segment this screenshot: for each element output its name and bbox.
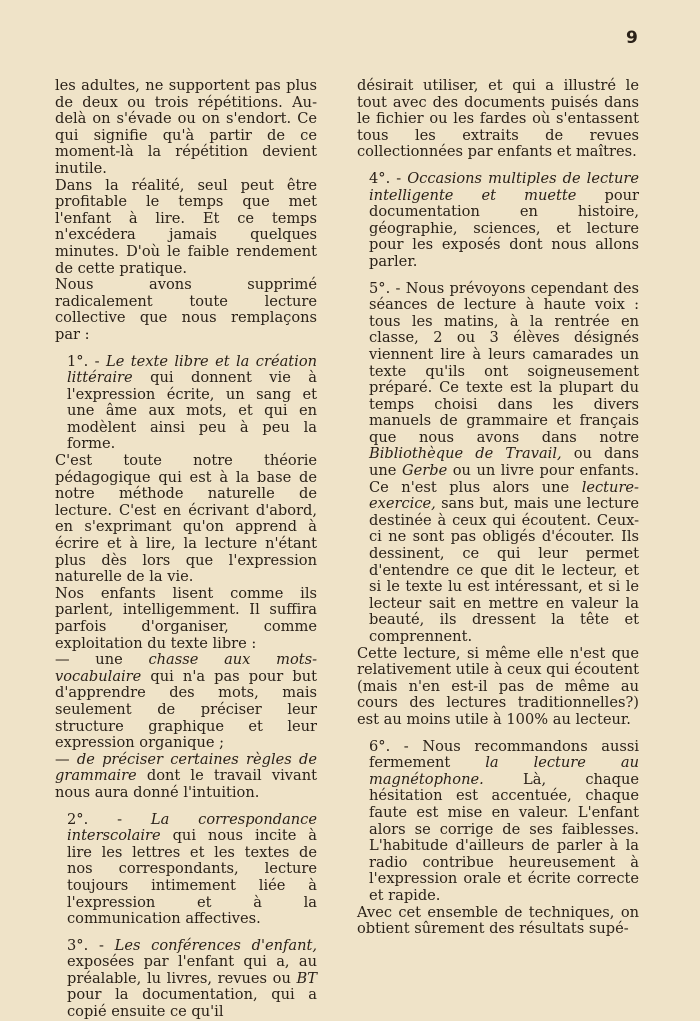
list-item-1	[55, 354, 317, 454]
dash-text: dont le travail vivant nous aura donné l'intuition.	[55, 767, 317, 801]
dash-emphasis: chasse aux mots-vocabulaire	[55, 651, 318, 685]
item-number: 3°. -	[67, 936, 104, 954]
item-heading: Le texte libre et la création littéraire	[67, 352, 318, 387]
paragraph: Nos enfants lisent comme ils parlent, intelligemment. Il suffira parfois d'organiser, comme exploitation du texte libre :	[55, 584, 317, 652]
item-text: Nous recommandons aussi fermement	[369, 737, 640, 772]
list-item-6	[357, 739, 639, 905]
item-heading: Les conférences d'enfant,	[114, 936, 318, 954]
item-text: ou dans une	[369, 445, 639, 480]
item-text: ou un livre pour enfants. Ce n'est plus alors une	[369, 462, 640, 496]
list-item-5	[357, 281, 639, 646]
item-text: qui nous incite à lire les lettres et les textes de nos correspondants, lecture toujours intimement liée à l'expression et à la communication affectives.	[67, 827, 317, 928]
list-item-4	[357, 171, 639, 271]
page-number: 9	[626, 28, 638, 48]
paragraph: C'est toute notre théorie pédagogique qui est à la base de notre méthode naturelle de lecture. C'est en écrivant d'abord, en s'exprimant qu'on apprend à écrire et à lire, la lecture n'étant plus dès lors que l'expression naturelle de la vie.	[55, 452, 317, 586]
dash-item	[55, 652, 317, 752]
item-number: 2°. -	[67, 810, 123, 828]
item-text: exposées par l'enfant qui a, au préalable, lu livres, revues ou	[67, 953, 317, 987]
item-emphasis: BT	[296, 969, 317, 987]
item-text: qui donnent vie à l'expression écrite, un sang et une âme aux mots, et qui en modèlent ainsi peu à peu la forme.	[67, 369, 318, 453]
item-heading: La correspondance interscolaire	[67, 810, 317, 845]
paragraph: Nous avons supprimé radicalement toute lecture collective que nous remplaçons par :	[55, 276, 317, 343]
item-text: sans but, mais une lecture destinée à ceux qui écoutent. Ceux-ci ne sont pas obligés d'écouter. Ils dessinent, ce qui leur permet d'entendre ce que dit le lecteur, et si le texte lu est intéressant, et si le lecteur sait en mettre en valeur la beauté, ils dressent la tête et comprennent.	[369, 495, 639, 645]
item-number: 1°. -	[67, 352, 100, 370]
item-emphasis: la lecture au magnétophone.	[369, 754, 639, 788]
item-number: 4°. -	[369, 169, 402, 187]
right-column	[357, 78, 639, 938]
item-text: Nous prévoyons cependant des séances de lecture à haute voix : tous les matins, à la rentrée en classe, 2 ou 3 élèves désignés viennent lire à leurs camarades un texte qu'ils ont soigneusement préparé. Ce texte est la plupart du temps choisi dans les divers manuels de grammaire et français que nous avons dans notre	[369, 279, 640, 446]
item-emphasis: lecture-exercice,	[369, 478, 639, 513]
item-emphasis: Bibliothèque de Travail,	[369, 445, 562, 463]
item-text: pour la documentation, qui a copié ensuite ce qu'il	[67, 986, 317, 1021]
item-emphasis: Gerbe	[401, 462, 448, 480]
paragraph: Avec cet ensemble de techniques, on obtient sûrement des résultats supé-	[357, 903, 639, 938]
item-text: pour documentation en histoire, géographie, sciences, et lecture pour les exposés dont nous allons parler.	[369, 186, 640, 270]
list-item-3	[55, 938, 317, 1021]
left-column	[55, 78, 317, 1021]
paragraph: les adultes, ne supportent pas plus de deux ou trois répétitions. Au-delà on s'évade ou on s'endort. Ce qui signifie qu'à partir de ce moment-là la répétition devient inutile.	[55, 77, 317, 177]
item-number: 5°. -	[369, 279, 401, 297]
dash-emphasis: de préciser certaines règles de grammaire	[55, 750, 318, 785]
paragraph: Dans la réalité, seul peut être profitable le temps que met l'enfant à lire. Et ce temps n'excédera jamais quelques minutes. D'où le faible rendement de cette pratique.	[55, 176, 317, 277]
paragraph: désirait utiliser, et qui a illustré le tout avec des documents puisés dans le fichier ou les fardes où s'entassent tous les extraits de revues collectionnées par enfants et maîtres.	[357, 77, 639, 161]
paragraph: Cette lecture, si même elle n'est que relativement utile à ceux qui écoutent (mais n'en est-il pas de même au cours des lectures traditionnelles?) est au moins utile à 100% au lecteur.	[357, 644, 639, 728]
item-number: 6°. -	[369, 737, 409, 755]
item-heading: Occasions multiples de lecture intelligente et muette	[369, 169, 640, 204]
dash-item	[55, 752, 317, 802]
item-text: Là, chaque hésitation est accentuée, chaque faute est mise en valeur. L'enfant alors se corrige de ses faiblesses. L'habitude d'ailleurs de parler à la radio contribue heureusement à l'expression orale et écrite correcte et rapide.	[369, 770, 639, 904]
dash-text: qui n'a pas pour but d'apprendre des mots, mais seulement de préciser leur structure graphique et leur expression organique ;	[55, 667, 317, 752]
dash: — une	[55, 651, 123, 669]
dash: —	[55, 750, 70, 768]
list-item-2	[55, 812, 317, 928]
